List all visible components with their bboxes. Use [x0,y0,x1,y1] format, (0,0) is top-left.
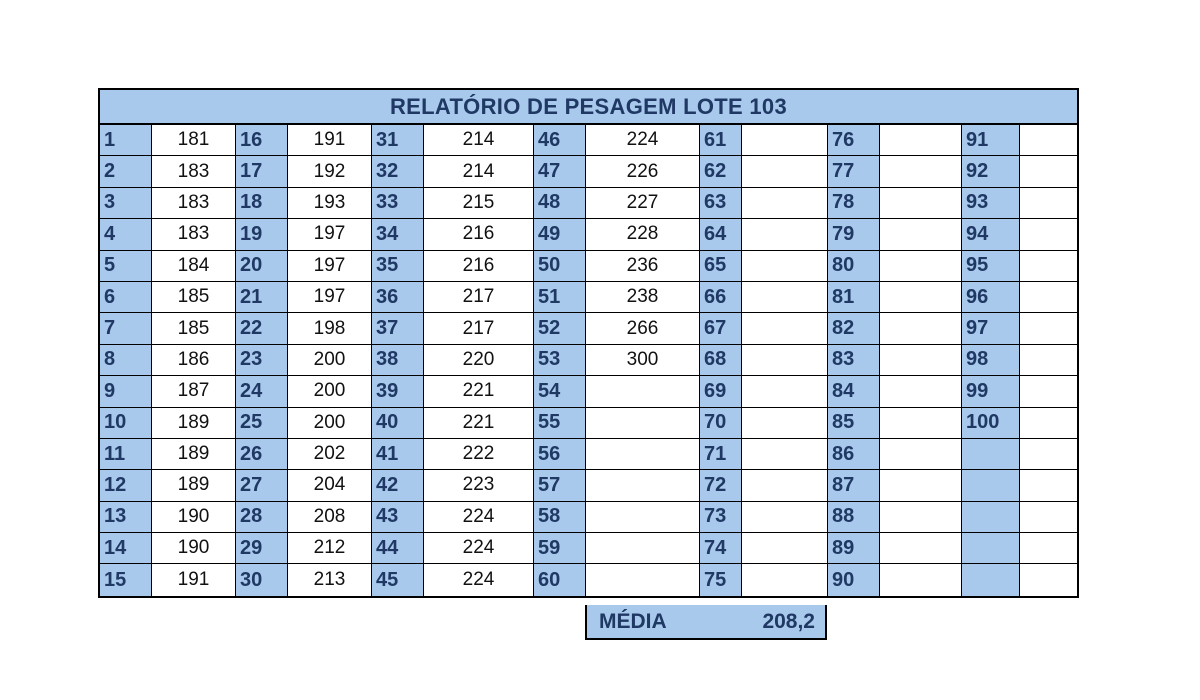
animal-number: 41 [372,439,424,470]
animal-number: 36 [372,282,424,313]
animal-number: 37 [372,313,424,344]
animal-number: 65 [700,251,742,282]
animal-number: 9 [100,376,152,407]
weighing-report-table [98,88,1079,598]
weight-value: 227 [586,188,700,219]
weight-value [586,408,700,439]
weight-value [880,564,962,595]
weight-value [586,502,700,533]
animal-number: 83 [828,345,880,376]
animal-number: 22 [236,313,288,344]
report-title: RELATÓRIO DE PESAGEM LOTE 103 [100,90,1077,125]
weight-value: 238 [586,282,700,313]
weight-value: 189 [152,408,236,439]
weight-value: 222 [424,439,534,470]
weight-value [1020,156,1077,187]
weight-value [1020,439,1077,470]
animal-number: 39 [372,376,424,407]
animal-number: 14 [100,533,152,564]
weight-value: 190 [152,533,236,564]
weight-value: 189 [152,470,236,501]
animal-number: 5 [100,251,152,282]
animal-number: 35 [372,251,424,282]
animal-number: 15 [100,564,152,595]
weight-value [1020,313,1077,344]
weight-value [880,313,962,344]
weight-value: 185 [152,313,236,344]
animal-number: 23 [236,345,288,376]
animal-number: 82 [828,313,880,344]
weight-value: 181 [152,125,236,156]
weight-value: 187 [152,376,236,407]
animal-number: 4 [100,219,152,250]
weight-value [742,125,828,156]
animal-number: 3 [100,188,152,219]
weight-value: 224 [424,564,534,595]
animal-number: 6 [100,282,152,313]
animal-number: 59 [534,533,586,564]
animal-number: 44 [372,533,424,564]
animal-number: 89 [828,533,880,564]
weight-value [586,439,700,470]
animal-number: 42 [372,470,424,501]
weight-value [880,439,962,470]
weight-value: 185 [152,282,236,313]
animal-number: 34 [372,219,424,250]
animal-number: 90 [828,564,880,595]
weight-value [742,282,828,313]
weight-value [880,251,962,282]
animal-number: 46 [534,125,586,156]
animal-number: 47 [534,156,586,187]
weight-value: 186 [152,345,236,376]
animal-number: 80 [828,251,880,282]
weight-value: 190 [152,502,236,533]
animal-number: 32 [372,156,424,187]
animal-number: 11 [100,439,152,470]
animal-number: 33 [372,188,424,219]
animal-number: 1 [100,125,152,156]
weight-value: 223 [424,470,534,501]
weight-value [742,219,828,250]
animal-number: 52 [534,313,586,344]
weight-value: 191 [288,125,372,156]
weight-value: 204 [288,470,372,501]
weight-value: 220 [424,345,534,376]
weight-value: 300 [586,345,700,376]
animal-number: 72 [700,470,742,501]
animal-number: 55 [534,408,586,439]
animal-number: 78 [828,188,880,219]
animal-number: 26 [236,439,288,470]
animal-number: 10 [100,408,152,439]
weight-value: 216 [424,251,534,282]
animal-number: 86 [828,439,880,470]
animal-number: 25 [236,408,288,439]
animal-number: 17 [236,156,288,187]
weight-value [1020,282,1077,313]
weight-value [742,188,828,219]
weight-value: 224 [424,533,534,564]
animal-number: 62 [700,156,742,187]
animal-number: 74 [700,533,742,564]
weight-value: 217 [424,282,534,313]
weight-value: 193 [288,188,372,219]
animal-number: 97 [962,313,1020,344]
weight-value [1020,188,1077,219]
weight-value [880,125,962,156]
weight-value: 200 [288,376,372,407]
weight-value [880,408,962,439]
animal-number: 61 [700,125,742,156]
animal-number: 92 [962,156,1020,187]
weight-value: 224 [424,502,534,533]
weight-value: 202 [288,439,372,470]
animal-number: 87 [828,470,880,501]
animal-number: 98 [962,345,1020,376]
weight-value [1020,408,1077,439]
weight-value: 221 [424,376,534,407]
average-label: MÉDIA [599,609,667,633]
weight-value [1020,345,1077,376]
animal-number [962,564,1020,595]
weight-value [742,376,828,407]
weight-value [880,282,962,313]
animal-number: 30 [236,564,288,595]
weight-value [742,470,828,501]
weight-value: 200 [288,408,372,439]
weight-value [880,502,962,533]
animal-number: 63 [700,188,742,219]
weight-value: 221 [424,408,534,439]
weight-value: 213 [288,564,372,595]
weight-value: 208 [288,502,372,533]
animal-number: 91 [962,125,1020,156]
animal-number: 29 [236,533,288,564]
weight-value: 224 [586,125,700,156]
weight-value: 216 [424,219,534,250]
animal-number: 48 [534,188,586,219]
animal-number: 94 [962,219,1020,250]
weight-value [586,376,700,407]
animal-number: 56 [534,439,586,470]
weight-value: 184 [152,251,236,282]
weight-value [880,219,962,250]
weight-value [586,470,700,501]
animal-number: 20 [236,251,288,282]
animal-number: 77 [828,156,880,187]
weight-value: 192 [288,156,372,187]
animal-number: 28 [236,502,288,533]
weight-value [742,502,828,533]
weight-value: 212 [288,533,372,564]
weight-value [880,470,962,501]
animal-number [962,470,1020,501]
weight-value: 217 [424,313,534,344]
weight-value: 200 [288,345,372,376]
weight-value [742,564,828,595]
weight-value [742,345,828,376]
animal-number: 88 [828,502,880,533]
animal-number: 40 [372,408,424,439]
weight-value: 189 [152,439,236,470]
weight-value [880,188,962,219]
weight-value [742,251,828,282]
animal-number: 70 [700,408,742,439]
animal-number [962,533,1020,564]
weight-value [1020,125,1077,156]
weight-value: 197 [288,251,372,282]
average-value: 208,2 [762,609,815,633]
animal-number: 2 [100,156,152,187]
weight-value [1020,502,1077,533]
animal-number: 53 [534,345,586,376]
weight-value [880,533,962,564]
animal-number: 93 [962,188,1020,219]
animal-number: 84 [828,376,880,407]
animal-number [962,502,1020,533]
animal-number: 75 [700,564,742,595]
weight-value [742,408,828,439]
animal-number: 51 [534,282,586,313]
weight-value: 226 [586,156,700,187]
weight-value: 266 [586,313,700,344]
weight-value [742,533,828,564]
weight-value [742,439,828,470]
animal-number: 43 [372,502,424,533]
animal-number: 21 [236,282,288,313]
animal-number: 85 [828,408,880,439]
weight-value [880,156,962,187]
animal-number: 67 [700,313,742,344]
animal-number: 49 [534,219,586,250]
weight-value: 198 [288,313,372,344]
average-summary [585,605,827,640]
animal-number: 27 [236,470,288,501]
animal-number: 71 [700,439,742,470]
animal-number: 58 [534,502,586,533]
animal-number: 18 [236,188,288,219]
animal-number: 54 [534,376,586,407]
weight-value [1020,219,1077,250]
animal-number: 69 [700,376,742,407]
animal-number: 79 [828,219,880,250]
animal-number: 24 [236,376,288,407]
animal-number: 60 [534,564,586,595]
animal-number: 50 [534,251,586,282]
weight-value: 214 [424,125,534,156]
weight-value [1020,376,1077,407]
animal-number: 68 [700,345,742,376]
weight-value: 191 [152,564,236,595]
weight-value [880,376,962,407]
animal-number: 19 [236,219,288,250]
animal-number: 38 [372,345,424,376]
animal-number: 7 [100,313,152,344]
animal-number: 96 [962,282,1020,313]
weight-value [1020,470,1077,501]
animal-number: 95 [962,251,1020,282]
weight-value: 236 [586,251,700,282]
weight-value: 214 [424,156,534,187]
weight-value: 197 [288,282,372,313]
animal-number: 13 [100,502,152,533]
weight-value: 228 [586,219,700,250]
weight-value: 183 [152,188,236,219]
weight-value [1020,533,1077,564]
weight-value [586,564,700,595]
weight-value [1020,564,1077,595]
animal-number: 64 [700,219,742,250]
weight-value: 215 [424,188,534,219]
animal-number: 57 [534,470,586,501]
animal-number: 100 [962,408,1020,439]
weight-value: 183 [152,156,236,187]
weight-value [742,156,828,187]
animal-number [962,439,1020,470]
animal-number: 99 [962,376,1020,407]
animal-number: 8 [100,345,152,376]
animal-number: 31 [372,125,424,156]
weight-value: 197 [288,219,372,250]
weight-value: 183 [152,219,236,250]
animal-number: 73 [700,502,742,533]
weight-value [742,313,828,344]
weight-value [1020,251,1077,282]
animal-number: 45 [372,564,424,595]
weights-grid [100,125,1077,596]
animal-number: 12 [100,470,152,501]
animal-number: 76 [828,125,880,156]
animal-number: 16 [236,125,288,156]
animal-number: 66 [700,282,742,313]
weight-value [586,533,700,564]
weight-value [880,345,962,376]
animal-number: 81 [828,282,880,313]
